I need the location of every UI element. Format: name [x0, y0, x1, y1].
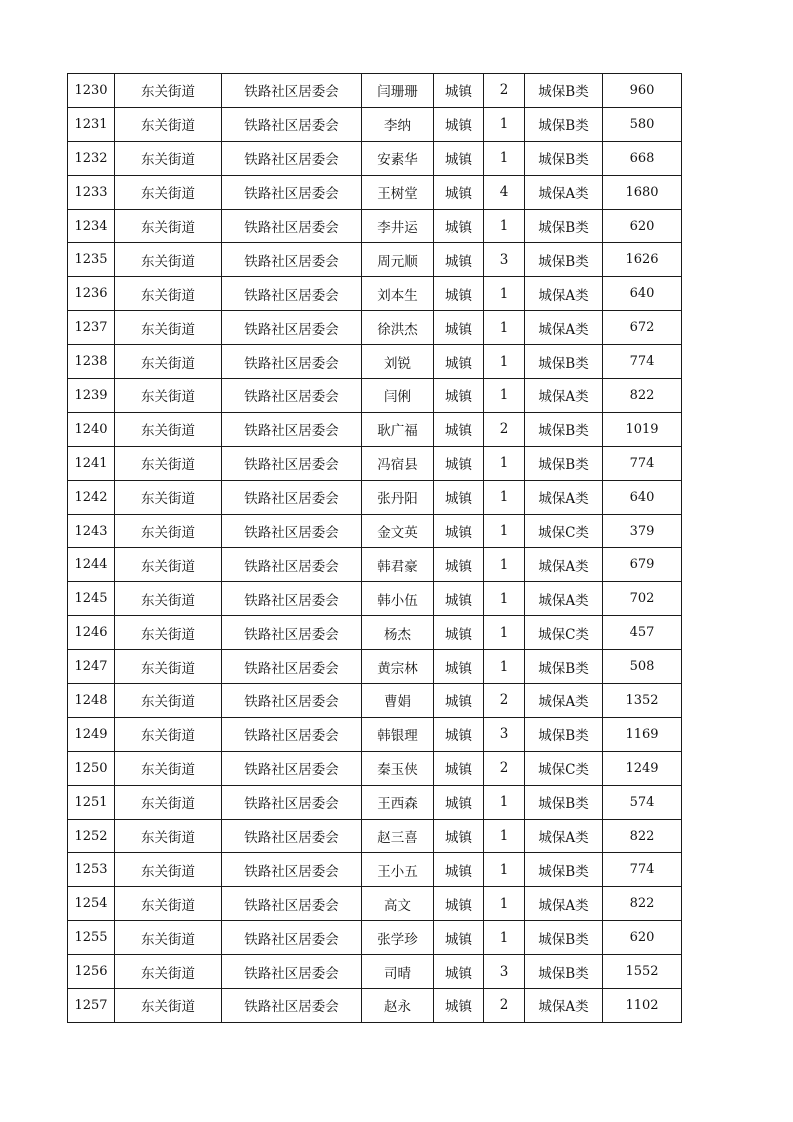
community-cell: 铁路社区居委会: [222, 548, 362, 582]
amount-cell: 620: [603, 921, 682, 955]
table-row: [68, 209, 682, 243]
row-id-cell: 1245: [68, 582, 115, 616]
street-cell: 东关街道: [115, 446, 222, 480]
name-cell: 张学珍: [362, 921, 434, 955]
name-cell: 秦玉侠: [362, 751, 434, 785]
row-id-cell: 1233: [68, 175, 115, 209]
row-id-cell: 1231: [68, 107, 115, 141]
category-cell: 城保B类: [525, 345, 603, 379]
area-cell: 城镇: [434, 955, 484, 989]
table-row: [68, 548, 682, 582]
community-cell: 铁路社区居委会: [222, 243, 362, 277]
community-cell: 铁路社区居委会: [222, 412, 362, 446]
row-id-cell: 1240: [68, 412, 115, 446]
name-cell: 徐洪杰: [362, 311, 434, 345]
table-row: [68, 887, 682, 921]
row-id-cell: 1253: [68, 853, 115, 887]
household-count-cell: 1: [484, 107, 525, 141]
name-cell: 黄宗林: [362, 650, 434, 684]
row-id-cell: 1232: [68, 141, 115, 175]
amount-cell: 702: [603, 582, 682, 616]
area-cell: 城镇: [434, 921, 484, 955]
household-count-cell: 2: [484, 684, 525, 718]
street-cell: 东关街道: [115, 311, 222, 345]
household-count-cell: 3: [484, 955, 525, 989]
amount-cell: 640: [603, 480, 682, 514]
street-cell: 东关街道: [115, 74, 222, 108]
amount-cell: 679: [603, 548, 682, 582]
street-cell: 东关街道: [115, 751, 222, 785]
name-cell: 王西森: [362, 785, 434, 819]
table-row: [68, 684, 682, 718]
community-cell: 铁路社区居委会: [222, 514, 362, 548]
area-cell: 城镇: [434, 751, 484, 785]
category-cell: 城保C类: [525, 616, 603, 650]
area-cell: 城镇: [434, 785, 484, 819]
household-count-cell: 1: [484, 514, 525, 548]
household-count-cell: 2: [484, 751, 525, 785]
amount-cell: 1169: [603, 717, 682, 751]
amount-cell: 640: [603, 277, 682, 311]
row-id-cell: 1255: [68, 921, 115, 955]
household-count-cell: 1: [484, 921, 525, 955]
amount-cell: 1352: [603, 684, 682, 718]
table-row: [68, 751, 682, 785]
community-cell: 铁路社区居委会: [222, 209, 362, 243]
category-cell: 城保A类: [525, 480, 603, 514]
community-cell: 铁路社区居委会: [222, 446, 362, 480]
street-cell: 东关街道: [115, 582, 222, 616]
area-cell: 城镇: [434, 819, 484, 853]
community-cell: 铁路社区居委会: [222, 616, 362, 650]
street-cell: 东关街道: [115, 921, 222, 955]
community-cell: 铁路社区居委会: [222, 684, 362, 718]
street-cell: 东关街道: [115, 616, 222, 650]
category-cell: 城保C类: [525, 514, 603, 548]
name-cell: 冯宿县: [362, 446, 434, 480]
household-count-cell: 2: [484, 74, 525, 108]
category-cell: 城保B类: [525, 243, 603, 277]
household-count-cell: 2: [484, 412, 525, 446]
household-count-cell: 1: [484, 209, 525, 243]
community-cell: 铁路社区居委会: [222, 819, 362, 853]
table-row: [68, 446, 682, 480]
community-cell: 铁路社区居委会: [222, 650, 362, 684]
name-cell: 高文: [362, 887, 434, 921]
community-cell: 铁路社区居委会: [222, 989, 362, 1023]
name-cell: 王小五: [362, 853, 434, 887]
table-row: [68, 107, 682, 141]
name-cell: 李井运: [362, 209, 434, 243]
name-cell: 司晴: [362, 955, 434, 989]
category-cell: 城保B类: [525, 446, 603, 480]
community-cell: 铁路社区居委会: [222, 379, 362, 413]
table-row: [68, 514, 682, 548]
area-cell: 城镇: [434, 74, 484, 108]
street-cell: 东关街道: [115, 819, 222, 853]
household-count-cell: 1: [484, 887, 525, 921]
table-row: [68, 345, 682, 379]
category-cell: 城保C类: [525, 751, 603, 785]
area-cell: 城镇: [434, 582, 484, 616]
row-id-cell: 1246: [68, 616, 115, 650]
area-cell: 城镇: [434, 107, 484, 141]
row-id-cell: 1244: [68, 548, 115, 582]
community-cell: 铁路社区居委会: [222, 345, 362, 379]
street-cell: 东关街道: [115, 209, 222, 243]
table-row: [68, 582, 682, 616]
street-cell: 东关街道: [115, 989, 222, 1023]
row-id-cell: 1237: [68, 311, 115, 345]
household-count-cell: 1: [484, 650, 525, 684]
household-count-cell: 3: [484, 717, 525, 751]
household-count-cell: 1: [484, 379, 525, 413]
name-cell: 曹娟: [362, 684, 434, 718]
amount-cell: 574: [603, 785, 682, 819]
street-cell: 东关街道: [115, 107, 222, 141]
amount-cell: 822: [603, 379, 682, 413]
row-id-cell: 1257: [68, 989, 115, 1023]
community-cell: 铁路社区居委会: [222, 582, 362, 616]
area-cell: 城镇: [434, 345, 484, 379]
category-cell: 城保B类: [525, 650, 603, 684]
category-cell: 城保A类: [525, 548, 603, 582]
row-id-cell: 1254: [68, 887, 115, 921]
area-cell: 城镇: [434, 446, 484, 480]
amount-cell: 774: [603, 853, 682, 887]
area-cell: 城镇: [434, 175, 484, 209]
category-cell: 城保A类: [525, 379, 603, 413]
row-id-cell: 1242: [68, 480, 115, 514]
name-cell: 闫珊珊: [362, 74, 434, 108]
name-cell: 杨杰: [362, 616, 434, 650]
row-id-cell: 1247: [68, 650, 115, 684]
area-cell: 城镇: [434, 548, 484, 582]
household-count-cell: 1: [484, 582, 525, 616]
community-cell: 铁路社区居委会: [222, 74, 362, 108]
area-cell: 城镇: [434, 209, 484, 243]
table-row: [68, 819, 682, 853]
area-cell: 城镇: [434, 412, 484, 446]
household-count-cell: 1: [484, 446, 525, 480]
household-count-cell: 1: [484, 819, 525, 853]
amount-cell: 1249: [603, 751, 682, 785]
table-row: [68, 955, 682, 989]
area-cell: 城镇: [434, 277, 484, 311]
name-cell: 刘锐: [362, 345, 434, 379]
category-cell: 城保B类: [525, 141, 603, 175]
table-row: [68, 141, 682, 175]
name-cell: 韩小伍: [362, 582, 434, 616]
street-cell: 东关街道: [115, 650, 222, 684]
household-count-cell: 1: [484, 785, 525, 819]
street-cell: 东关街道: [115, 175, 222, 209]
street-cell: 东关街道: [115, 887, 222, 921]
household-count-cell: 1: [484, 311, 525, 345]
category-cell: 城保A类: [525, 175, 603, 209]
area-cell: 城镇: [434, 514, 484, 548]
row-id-cell: 1234: [68, 209, 115, 243]
community-cell: 铁路社区居委会: [222, 921, 362, 955]
name-cell: 耿广福: [362, 412, 434, 446]
area-cell: 城镇: [434, 379, 484, 413]
area-cell: 城镇: [434, 650, 484, 684]
name-cell: 周元顺: [362, 243, 434, 277]
amount-cell: 1019: [603, 412, 682, 446]
row-id-cell: 1236: [68, 277, 115, 311]
table-row: [68, 379, 682, 413]
name-cell: 张丹阳: [362, 480, 434, 514]
category-cell: 城保B类: [525, 107, 603, 141]
amount-cell: 580: [603, 107, 682, 141]
community-cell: 铁路社区居委会: [222, 107, 362, 141]
street-cell: 东关街道: [115, 548, 222, 582]
table-row: [68, 717, 682, 751]
name-cell: 韩银理: [362, 717, 434, 751]
community-cell: 铁路社区居委会: [222, 141, 362, 175]
community-cell: 铁路社区居委会: [222, 887, 362, 921]
area-cell: 城镇: [434, 616, 484, 650]
household-count-cell: 1: [484, 480, 525, 514]
household-count-cell: 4: [484, 175, 525, 209]
table-row: [68, 175, 682, 209]
row-id-cell: 1250: [68, 751, 115, 785]
row-id-cell: 1252: [68, 819, 115, 853]
street-cell: 东关街道: [115, 785, 222, 819]
category-cell: 城保B类: [525, 209, 603, 243]
name-cell: 赵永: [362, 989, 434, 1023]
name-cell: 李纳: [362, 107, 434, 141]
amount-cell: 1626: [603, 243, 682, 277]
row-id-cell: 1248: [68, 684, 115, 718]
table-row: [68, 480, 682, 514]
amount-cell: 822: [603, 887, 682, 921]
community-cell: 铁路社区居委会: [222, 480, 362, 514]
category-cell: 城保B类: [525, 955, 603, 989]
table-row: [68, 853, 682, 887]
community-cell: 铁路社区居委会: [222, 175, 362, 209]
name-cell: 赵三喜: [362, 819, 434, 853]
name-cell: 闫俐: [362, 379, 434, 413]
area-cell: 城镇: [434, 853, 484, 887]
street-cell: 东关街道: [115, 955, 222, 989]
street-cell: 东关街道: [115, 717, 222, 751]
street-cell: 东关街道: [115, 277, 222, 311]
community-cell: 铁路社区居委会: [222, 785, 362, 819]
table-row: [68, 74, 682, 108]
category-cell: 城保A类: [525, 819, 603, 853]
community-cell: 铁路社区居委会: [222, 311, 362, 345]
category-cell: 城保B类: [525, 785, 603, 819]
category-cell: 城保A类: [525, 684, 603, 718]
area-cell: 城镇: [434, 684, 484, 718]
household-count-cell: 2: [484, 989, 525, 1023]
area-cell: 城镇: [434, 989, 484, 1023]
street-cell: 东关街道: [115, 480, 222, 514]
street-cell: 东关街道: [115, 141, 222, 175]
amount-cell: 508: [603, 650, 682, 684]
street-cell: 东关街道: [115, 243, 222, 277]
table-row: [68, 243, 682, 277]
row-id-cell: 1239: [68, 379, 115, 413]
area-cell: 城镇: [434, 243, 484, 277]
area-cell: 城镇: [434, 717, 484, 751]
community-cell: 铁路社区居委会: [222, 853, 362, 887]
street-cell: 东关街道: [115, 412, 222, 446]
street-cell: 东关街道: [115, 345, 222, 379]
amount-cell: 668: [603, 141, 682, 175]
table-row: [68, 785, 682, 819]
table-row: [68, 412, 682, 446]
household-count-cell: 1: [484, 616, 525, 650]
household-count-cell: 1: [484, 277, 525, 311]
area-cell: 城镇: [434, 141, 484, 175]
area-cell: 城镇: [434, 480, 484, 514]
name-cell: 金文英: [362, 514, 434, 548]
name-cell: 安素华: [362, 141, 434, 175]
amount-cell: 457: [603, 616, 682, 650]
category-cell: 城保B类: [525, 921, 603, 955]
table-row: [68, 616, 682, 650]
category-cell: 城保B类: [525, 412, 603, 446]
table-row: [68, 277, 682, 311]
street-cell: 东关街道: [115, 514, 222, 548]
table-row: [68, 311, 682, 345]
table-row: [68, 650, 682, 684]
amount-cell: 774: [603, 446, 682, 480]
category-cell: 城保A类: [525, 582, 603, 616]
category-cell: 城保B类: [525, 853, 603, 887]
street-cell: 东关街道: [115, 853, 222, 887]
amount-cell: 1552: [603, 955, 682, 989]
name-cell: 韩君豪: [362, 548, 434, 582]
community-cell: 铁路社区居委会: [222, 751, 362, 785]
name-cell: 王树堂: [362, 175, 434, 209]
category-cell: 城保B类: [525, 717, 603, 751]
amount-cell: 379: [603, 514, 682, 548]
table-row: [68, 989, 682, 1023]
area-cell: 城镇: [434, 887, 484, 921]
row-id-cell: 1249: [68, 717, 115, 751]
amount-cell: 1680: [603, 175, 682, 209]
street-cell: 东关街道: [115, 684, 222, 718]
amount-cell: 1102: [603, 989, 682, 1023]
category-cell: 城保A类: [525, 277, 603, 311]
row-id-cell: 1256: [68, 955, 115, 989]
row-id-cell: 1238: [68, 345, 115, 379]
area-cell: 城镇: [434, 311, 484, 345]
row-id-cell: 1230: [68, 74, 115, 108]
table-row: [68, 921, 682, 955]
data-table: [67, 73, 682, 1023]
household-count-cell: 1: [484, 345, 525, 379]
household-count-cell: 1: [484, 141, 525, 175]
category-cell: 城保A类: [525, 311, 603, 345]
community-cell: 铁路社区居委会: [222, 955, 362, 989]
name-cell: 刘本生: [362, 277, 434, 311]
amount-cell: 822: [603, 819, 682, 853]
amount-cell: 960: [603, 74, 682, 108]
community-cell: 铁路社区居委会: [222, 277, 362, 311]
amount-cell: 774: [603, 345, 682, 379]
community-cell: 铁路社区居委会: [222, 717, 362, 751]
category-cell: 城保A类: [525, 887, 603, 921]
table-body: [68, 74, 682, 1023]
household-count-cell: 3: [484, 243, 525, 277]
row-id-cell: 1241: [68, 446, 115, 480]
row-id-cell: 1235: [68, 243, 115, 277]
row-id-cell: 1251: [68, 785, 115, 819]
street-cell: 东关街道: [115, 379, 222, 413]
category-cell: 城保A类: [525, 989, 603, 1023]
household-count-cell: 1: [484, 853, 525, 887]
category-cell: 城保B类: [525, 74, 603, 108]
amount-cell: 672: [603, 311, 682, 345]
row-id-cell: 1243: [68, 514, 115, 548]
amount-cell: 620: [603, 209, 682, 243]
household-count-cell: 1: [484, 548, 525, 582]
